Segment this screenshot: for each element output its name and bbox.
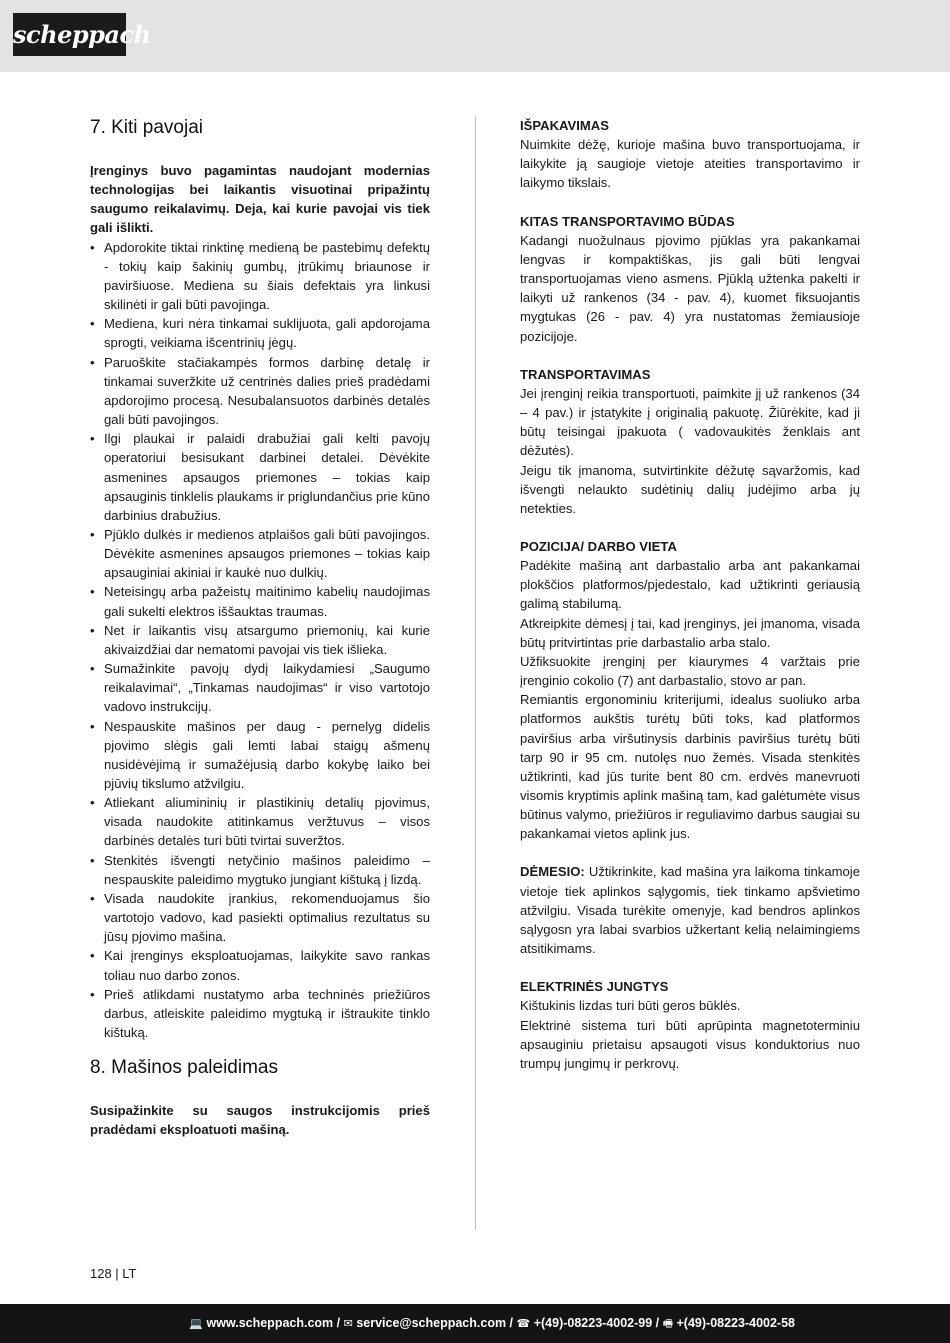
header-bar — [0, 0, 950, 72]
unpacking-text: Nuimkite dėžę, kurioje mašina buvo transportuojama, ir laikykite ją saugioje vietoje ateities transportavimo ir laikymo tikslais. — [520, 137, 860, 191]
footer-website[interactable]: www.scheppach.com / — [206, 1316, 341, 1330]
list-item: • Sumažinkite pavojų dydį laikydamiesi „Saugumo reikalavimai“, „Tinkamas naudojimas“ ir viso vartotojo vadovo instrukcijų. — [90, 659, 430, 716]
position-text-2: Atkreipkite dėmesį į tai, kad įrenginys, jei įmanoma, visada būtų pritvirtintas prie darbastalio arba stalo. — [520, 615, 860, 650]
list-item: • Atliekant aliumininių ir plastikinių detalių pjovimus, visada naudokite atitinkamus veržtuvus – visos darbinės detalės turi būti tvirtai suveržtos. — [90, 793, 430, 850]
other-transport-title: KITAS TRANSPORTAVIMO BŪDAS — [520, 213, 735, 229]
list-item: • Prieš atlikdami nustatymo arba techninės priežiūros darbus, atleiskite paleidimo mygtuką ir ištraukite tinklo kištuką. — [90, 985, 430, 1042]
list-item: • Mediena, kuri nėra tinkamai suklijuota, gali apdorojama sprogti, veikiama išcentrinių jėgų. — [90, 314, 430, 352]
list-item: • Neteisingų arba pažeistų maitinimo kabelių naudojimas gali sukelti elektros iššauktas traumas. — [90, 582, 430, 620]
section-7-intro: Įrenginys buvo pagamintas naudojant modernias technologijas bei laikantis visuotinai pripažintų saugumo reikalavimų. Deja, kai kurie pavojai vis tiek gali išlikti. — [90, 163, 430, 236]
footer-email[interactable]: service@scheppach.com / — [356, 1316, 514, 1330]
attention-note — [520, 862, 860, 958]
list-item: • Stenkitės išvengti netyčinio mašinos paleidimo – nespauskite paleidimo mygtuko jungiant kištuką į lizdą. — [90, 851, 430, 889]
section-7-title: 7. Kiti pavojai — [90, 117, 204, 138]
list-item: • Paruoškite stačiakampės formos darbinę detalę ir tinkamai suveržkite už centrinės dalies prieš pradėdami apdorojimo procesą. Nesubalansuotos darbinės detalės gali būti pavojingos. — [90, 353, 430, 430]
envelope-icon: ✉ — [343, 1318, 353, 1330]
fax-icon: 🖷 — [662, 1318, 674, 1330]
unpacking-title: IŠPAKAVIMAS — [520, 118, 609, 133]
transport-title: TRANSPORTAVIMAS — [520, 366, 651, 382]
electrical-text-1: Kištukinis lizdas turi būti geros būklės. — [520, 998, 741, 1014]
footer-bar — [0, 1304, 950, 1343]
list-item: • Pjūklo dulkės ir medienos atplaišos gali būti pavojingos. Dėvėkite asmenines apsaugos priemones – tokias kaip apsauginiai akiniai ir kaukė nuo dulkių. — [90, 525, 430, 582]
left-column — [90, 116, 430, 1140]
transport-text-2: Jeigu tik įmanoma, sutvirtinkite dėžutę sąvaržomis, kad išvengti nelaukto sudėtinių dalių judėjimo arba jų netekties. — [520, 462, 860, 516]
computer-icon: 💻 — [189, 1318, 204, 1330]
transport-text-1: Jei įrenginį reikia transportuoti, paimkite jį už rankenos (34 – 4 pav.) ir įstatykite į originalią pakuotę. Žiūrėkite, kad ji būtų teisingai įpakuota ( vadovaukitės ženklais ant dėžutės). — [520, 385, 860, 459]
footer-phone: +(49)-08223-4002-99 / — [533, 1316, 660, 1330]
position-title: POZICIJA/ DARBO VIETA — [520, 538, 677, 554]
position-text-1: Padėkite mašiną ant darbastalio arba ant pakankamai plokščios platformos/pjedestalo, kad užtikrinti geriausią galimą stabilumą. — [520, 558, 860, 612]
attention-text: Užtikrinkite, kad mašina yra laikoma tinkamoje vietoje tiek aplinkos sąlygomis, tiek tinkamo apšvietimo atžvilgiu. Visada turėkite omenyje, kad bendros aplinkos sąlygosn yra labai svarbios užkertant kelią nelaimingiems atsitikimams. — [520, 864, 860, 957]
section-8-intro: Susipažinkite su saugos instrukcijomis prieš pradėdami eksploatuoti mašiną. — [90, 1103, 430, 1138]
position-text-4: Remiantis ergonominiu kriterijumi, idealus suoliuko arba platformos aukštis turėtų būti toks, kad platformos paviršius arba viršutinysis darbinis paviršius turėtų būti tarp 90 ir 95 cm. nutolęs nuo žemės. Visada stenkitės užtikrinti, kad jūs turite bent 80 cm. erdvės manevruoti visomis kryptimis aplink mašiną tam, kad galėtumėte visus būtinus valymo, priežiūros ir reguliavimo darbus saugiai su pakankamai vietos aplink jus. — [520, 692, 860, 842]
column-divider — [475, 116, 476, 1230]
electrical-title: ELEKTRINĖS JUNGTYS — [520, 979, 669, 995]
right-column — [520, 116, 860, 1073]
scheppach-logo: scheppach — [13, 13, 126, 56]
list-item: • Apdorokite tiktai rinktinę medieną be pastebimų defektų - tokių kaip šakinių gumbų, įtrūkimų briaunose ir paviršiuose. Mediena su šiais defektais yra linkusi skilinėti ir gali būti pavojinga. — [90, 238, 430, 315]
attention-label: DĖMESIO: — [520, 864, 585, 880]
list-item: • Ilgi plaukai ir palaidi drabužiai gali kelti pavojų operatoriui besisukant darbinei detalei. Dėvėkite asmenines apsaugos priemones – tokias kaip apsauginis tinklelis plaukams ir priglundančius prie kūno darbinius drabužius. — [90, 429, 430, 525]
electrical-text-2: Elektrinė sistema turi būti aprūpinta magnetoterminiu apsauginiu prietaisu apsaugoti visus konduktorius nuo trumpų jungimų ir perkrovų. — [520, 1017, 860, 1071]
list-item: • Visada naudokite įrankius, rekomenduojamus šio vartotojo vadovo, kad pasiekti optimalius rezultatus su jūsų pjovimo mašina. — [90, 889, 430, 946]
hazard-list — [90, 238, 430, 1043]
telephone-icon: ☎ — [516, 1318, 531, 1330]
list-item: • Net ir laikantis visų atsargumo priemonių, kai kurie akivaizdžiai dar nematomi pavojai vis tiek išlieka. — [90, 621, 430, 659]
other-transport-text: Kadangi nuožulnaus pjovimo pjūklas yra pakankamai lengvas ir kompaktiškas, jis gali būti lengvai transportuojamas vieno asmens. Pjūklą užtenka pakelti ir laikyti už rankenos (34 - pav. 4), kuomet fiksuojantis mygtukas (26 - pav. 4) yra nustatomas žemiausioje pozicijoje. — [520, 232, 860, 344]
section-8-title: 8. Mašinos paleidimas — [90, 1057, 278, 1079]
page-number: 128 | LT — [90, 1266, 137, 1281]
position-text-3: Užfiksuokite įrenginį per kiaurymes 4 varžtais prie įrenginio cokolio (7) ant darbastalio, stovo ar pan. — [520, 653, 860, 689]
list-item: • Kai įrenginys eksploatuojamas, laikykite savo rankas toliau nuo darbo zonos. — [90, 946, 430, 984]
footer-fax: +(49)-08223-4002-58 — [676, 1316, 795, 1330]
list-item: • Nespauskite mašinos per daug - pernelyg didelis pjovimo slėgis gali lemti labai staigų ašmenų nusidėvėjimą ir sumažėjusią darbo kokybę laiko bei pjūvių tikslumo atžvilgiu. — [90, 717, 430, 794]
